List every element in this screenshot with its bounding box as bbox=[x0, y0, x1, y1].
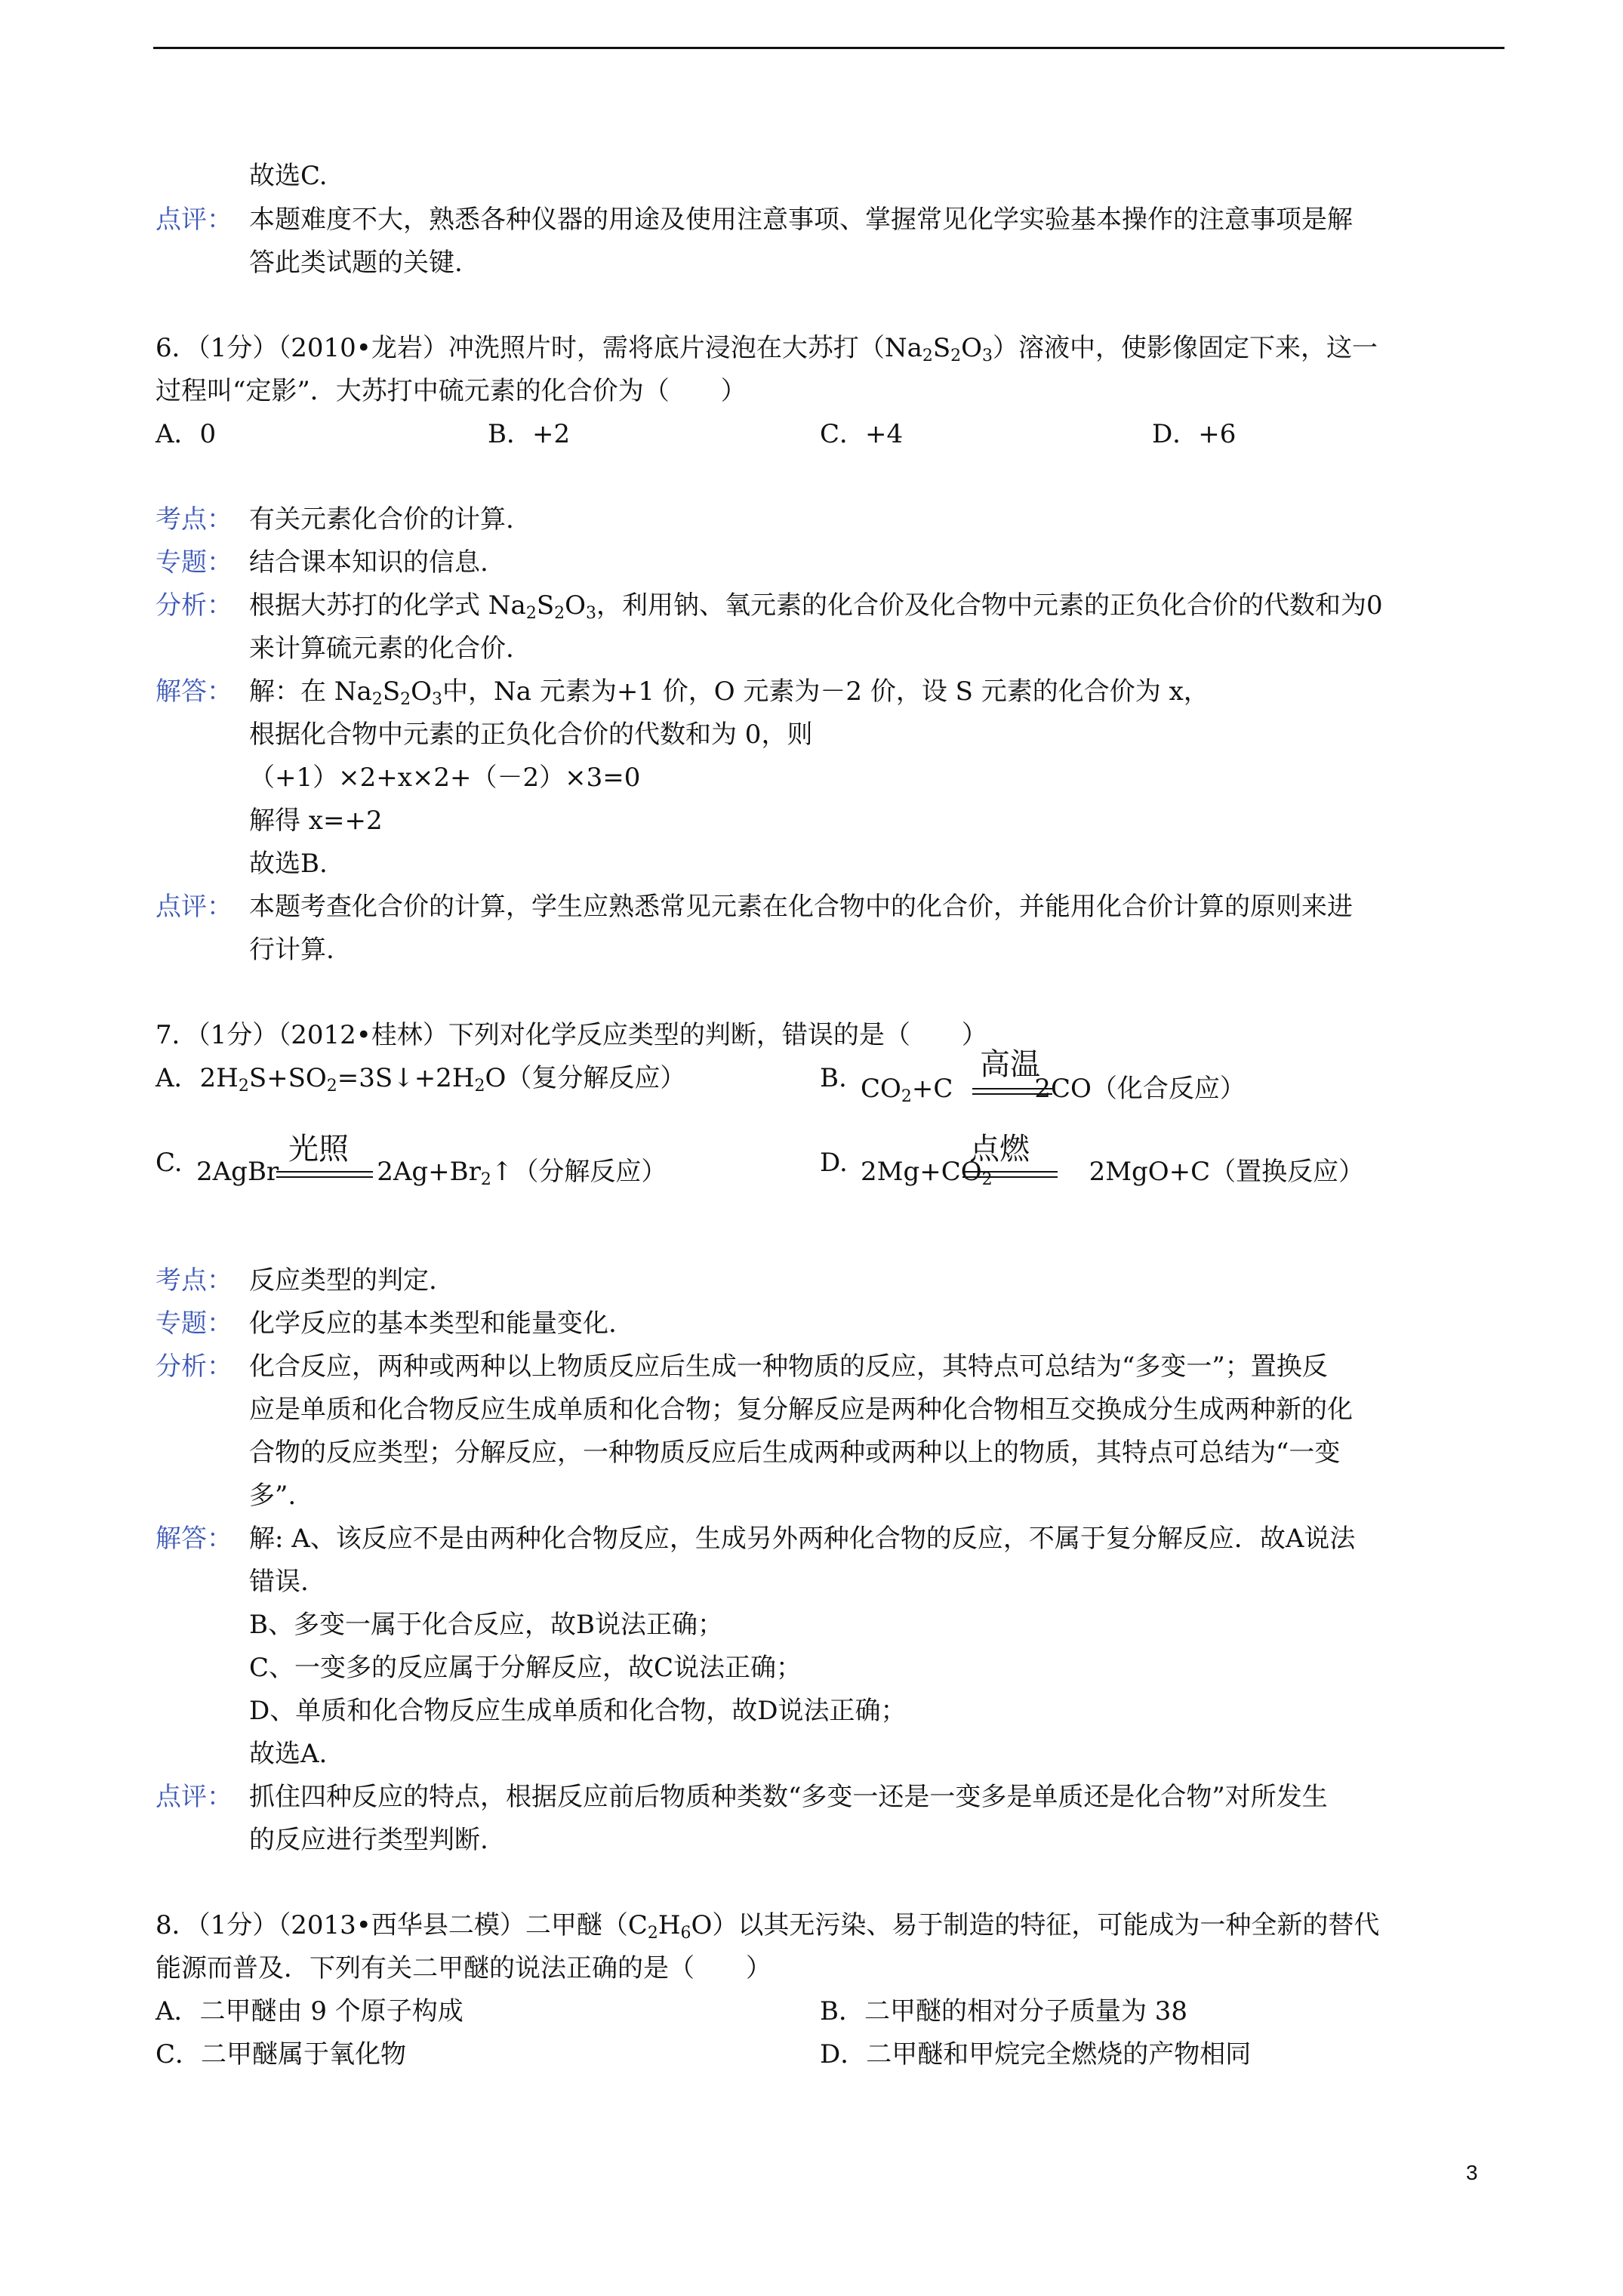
q6-stem-line1: 6．（1分）（2010•龙岩）冲洗照片时，需将底片浸泡在大苏打$(Na_2S_2O_3)$溶液中，使影像固定下来，这一 bbox=[156, 333, 1378, 365]
q6-kaodian-label: 考点： bbox=[156, 504, 233, 535]
q6-option-c: C．+4 bbox=[820, 419, 904, 449]
q7-option-a: A．$2H_2S+SO_2=3S↓+2H_2O$（复分解反应） bbox=[156, 1063, 686, 1096]
q6-option-a: A．0 bbox=[156, 419, 217, 449]
q7-option-c-arrow-upper bbox=[276, 1171, 373, 1173]
q7-jieda-line5: D、单质和化合物反应生成单质和化合物，故D说法正确； bbox=[249, 1696, 907, 1726]
q7-option-d-letter: D. bbox=[820, 1148, 848, 1178]
q7-option-d-condition: 点燃 bbox=[969, 1132, 1030, 1166]
q6-fenxi-label: 分析： bbox=[156, 590, 233, 621]
q6-option-b: B．+2 bbox=[488, 419, 571, 449]
q7-option-c-letter: C. bbox=[156, 1148, 183, 1178]
q6-fenxi-line2: 来计算硫元素的化合价. bbox=[249, 633, 514, 664]
q7-dianping-label: 点评： bbox=[156, 1782, 233, 1812]
q6-jieda-line3: （+1）×2+x×2+（－2）×3=0 bbox=[249, 763, 641, 793]
q6-kaodian: 有关元素化合价的计算. bbox=[249, 504, 514, 535]
q5-dianping-line2: 答此类试题的关键. bbox=[249, 248, 463, 278]
q7-fenxi-label: 分析： bbox=[156, 1351, 233, 1382]
q6-stem-line2: 过程叫“定影”．大苏打中硫元素的化合价为（ ） bbox=[156, 376, 747, 406]
q7-option-b-condition: 高温 bbox=[980, 1047, 1040, 1082]
q8-option-c: C．二甲醚属于氧化物 bbox=[156, 2039, 407, 2069]
q7-jieda-line6: 故选A. bbox=[249, 1739, 328, 1769]
q8-option-b: B．二甲醚的相对分子质量为 38 bbox=[820, 1996, 1188, 2026]
q5-answer: 故选C. bbox=[249, 161, 328, 191]
q7-option-b-letter: B. bbox=[820, 1063, 847, 1093]
q7-jieda-line4: C、一变多的反应属于分解反应，故C说法正确； bbox=[249, 1653, 802, 1683]
q7-zhuanti: 化学反应的基本类型和能量变化. bbox=[249, 1308, 617, 1339]
q7-fenxi-line2: 应是单质和化合物反应生成单质和化合物；复分解反应是两种化合物相互交换成分生成两种新的化 bbox=[249, 1395, 1353, 1425]
q8-option-d: D．二甲醚和甲烷完全燃烧的产物相同 bbox=[820, 2039, 1252, 2069]
header-rule bbox=[153, 47, 1504, 49]
q7-kaodian: 反应类型的判定. bbox=[249, 1265, 437, 1296]
q5-dianping-line1: 本题难度不大，熟悉各种仪器的用途及使用注意事项、掌握常见化学实验基本操作的注意事项是解 bbox=[249, 205, 1353, 235]
q7-option-d-arrow-upper bbox=[962, 1171, 1058, 1173]
q8-stem-line2: 能源而普及．下列有关二甲醚的说法正确的是（ ） bbox=[156, 1953, 771, 1983]
q7-option-d-arrow-lower bbox=[962, 1176, 1058, 1178]
q7-stem: 7．（1分）（2012•桂林）下列对化学反应类型的判断，错误的是（ ） bbox=[156, 1020, 987, 1050]
q6-jieda-line1: 解：在 $Na_2S_2O_3$中，Na 元素为+1 价，O 元素为－2 价，设 S 元素的化合价为 x， bbox=[249, 676, 1209, 709]
q7-jieda-line3: B、多变一属于化合反应，故B说法正确； bbox=[249, 1610, 723, 1640]
q7-option-d-equation: $2Mg+CO_2$ 2MgO+C（置换反应） bbox=[861, 1157, 1365, 1189]
q7-option-c-equation: 2AgBr $2Ag+Br_2↑$（分解反应） bbox=[196, 1157, 667, 1189]
q7-dianping-line1: 抓住四种反应的特点，根据反应前后物质种类数“多变一还是一变多是单质还是化合物”对所发生 bbox=[249, 1782, 1328, 1812]
q7-option-b-arrow-lower bbox=[972, 1093, 1052, 1095]
q6-dianping-line1: 本题考查化合价的计算，学生应熟悉常见元素在化合物中的化合价，并能用化合价计算的原则来进 bbox=[249, 892, 1353, 922]
q7-zhuanti-label: 专题： bbox=[156, 1308, 233, 1339]
q7-jieda-line2: 错误. bbox=[249, 1567, 309, 1597]
q6-dianping-line2: 行计算. bbox=[249, 935, 334, 965]
q6-option-d: D．+6 bbox=[1152, 419, 1236, 449]
q7-option-c-arrow-lower bbox=[276, 1176, 373, 1178]
q6-zhuanti: 结合课本知识的信息. bbox=[249, 547, 488, 578]
q5-dianping-label: 点评： bbox=[156, 205, 233, 235]
q6-zhuanti-label: 专题： bbox=[156, 547, 233, 578]
q6-fenxi-line1: 根据大苏打的化学式 $Na_2S_2O_3$，利用钠、氧元素的化合价及化合物中元素的正负化合价的代数和为0 bbox=[249, 590, 1383, 623]
q8-option-a: A．二甲醚由 9 个原子构成 bbox=[156, 1996, 463, 2026]
q7-fenxi-line4: 多”. bbox=[249, 1481, 297, 1511]
q7-fenxi-line1: 化合反应，两种或两种以上物质反应后生成一种物质的反应，其特点可总结为“多变一”；置换反 bbox=[249, 1351, 1328, 1382]
q7-option-b-equation: $CO_2+C$ 2CO（化合反应） bbox=[861, 1074, 1246, 1106]
q6-jieda-line5: 故选B. bbox=[249, 849, 328, 879]
q7-kaodian-label: 考点： bbox=[156, 1265, 233, 1296]
q7-option-c-condition: 光照 bbox=[288, 1132, 349, 1166]
q7-jieda-line1: 解: A、该反应不是由两种化合物反应，生成另外两种化合物的反应，不属于复分解反应．故A说法 bbox=[249, 1524, 1356, 1554]
q6-dianping-label: 点评： bbox=[156, 892, 233, 922]
q6-jieda-label: 解答： bbox=[156, 676, 233, 707]
q6-jieda-line4: 解得 x=+2 bbox=[249, 806, 383, 836]
page-number: 3 bbox=[1466, 2161, 1478, 2184]
q7-jieda-label: 解答： bbox=[156, 1524, 233, 1554]
q7-fenxi-line3: 合物的反应类型；分解反应，一种物质反应后生成两种或两种以上的物质，其特点可总结为“一变 bbox=[249, 1438, 1341, 1468]
q7-dianping-line2: 的反应进行类型判断. bbox=[249, 1825, 488, 1855]
q6-jieda-line2: 根据化合物中元素的正负化合价的代数和为 0，则 bbox=[249, 720, 813, 750]
q7-option-b-arrow-upper bbox=[972, 1088, 1052, 1089]
q8-stem-line1: 8．（1分）（2013•西华县二模）二甲醚$(C_2H_6O)$以其无污染、易于制造的特征，可能成为一种全新的替代 bbox=[156, 1910, 1380, 1943]
